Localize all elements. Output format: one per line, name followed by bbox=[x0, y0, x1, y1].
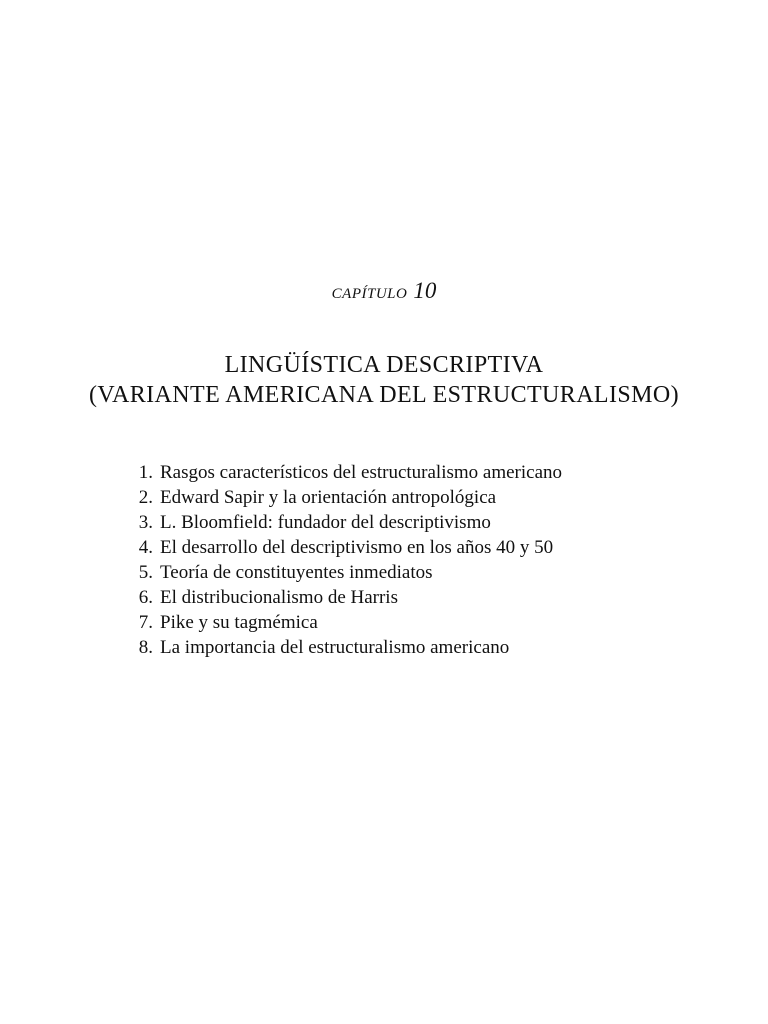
toc-item bbox=[120, 460, 740, 485]
toc-item-text: La importancia del estructuralismo americano bbox=[160, 637, 510, 658]
chapter-number: 10 bbox=[413, 278, 437, 303]
toc-item bbox=[120, 610, 740, 635]
toc-item-number: 6. bbox=[138, 587, 153, 608]
chapter-heading bbox=[0, 278, 768, 304]
toc-item-text: Pike y su tagmémica bbox=[160, 612, 318, 633]
toc-item-text: Rasgos característicos del estructuralismo americano bbox=[160, 462, 563, 483]
toc-item bbox=[120, 535, 740, 560]
toc-item-text: El desarrollo del descriptivismo en los años 40 y 50 bbox=[160, 537, 554, 558]
toc-item-number: 5. bbox=[138, 562, 153, 583]
toc-item bbox=[120, 510, 740, 535]
toc-item-number: 1. bbox=[138, 462, 153, 483]
toc-item-number: 2. bbox=[138, 487, 153, 508]
toc-item-text: Teoría de constituyentes inmediatos bbox=[160, 562, 433, 583]
toc-item-text: L. Bloomfield: fundador del descriptivismo bbox=[160, 512, 491, 533]
chapter-title-line-2: (VARIANTE AMERICANA DEL ESTRUCTURALISMO) bbox=[88, 382, 679, 408]
toc-item bbox=[120, 485, 740, 510]
table-of-contents bbox=[120, 460, 740, 660]
toc-item bbox=[120, 585, 740, 610]
toc-item-number: 4. bbox=[138, 537, 153, 558]
toc-item-text: El distribucionalismo de Harris bbox=[160, 587, 398, 608]
chapter-title-line-1: LINGÜÍSTICA DESCRIPTIVA bbox=[224, 352, 544, 378]
toc-item-number: 3. bbox=[138, 512, 153, 533]
toc-item bbox=[120, 560, 740, 585]
toc-item-text: Edward Sapir y la orientación antropológica bbox=[160, 487, 497, 508]
chapter-label: CAPÍTULO bbox=[331, 286, 408, 302]
toc-item-number: 7. bbox=[138, 612, 153, 633]
chapter-title bbox=[0, 350, 768, 410]
toc-item-number: 8. bbox=[138, 637, 153, 658]
toc-item bbox=[120, 635, 740, 660]
